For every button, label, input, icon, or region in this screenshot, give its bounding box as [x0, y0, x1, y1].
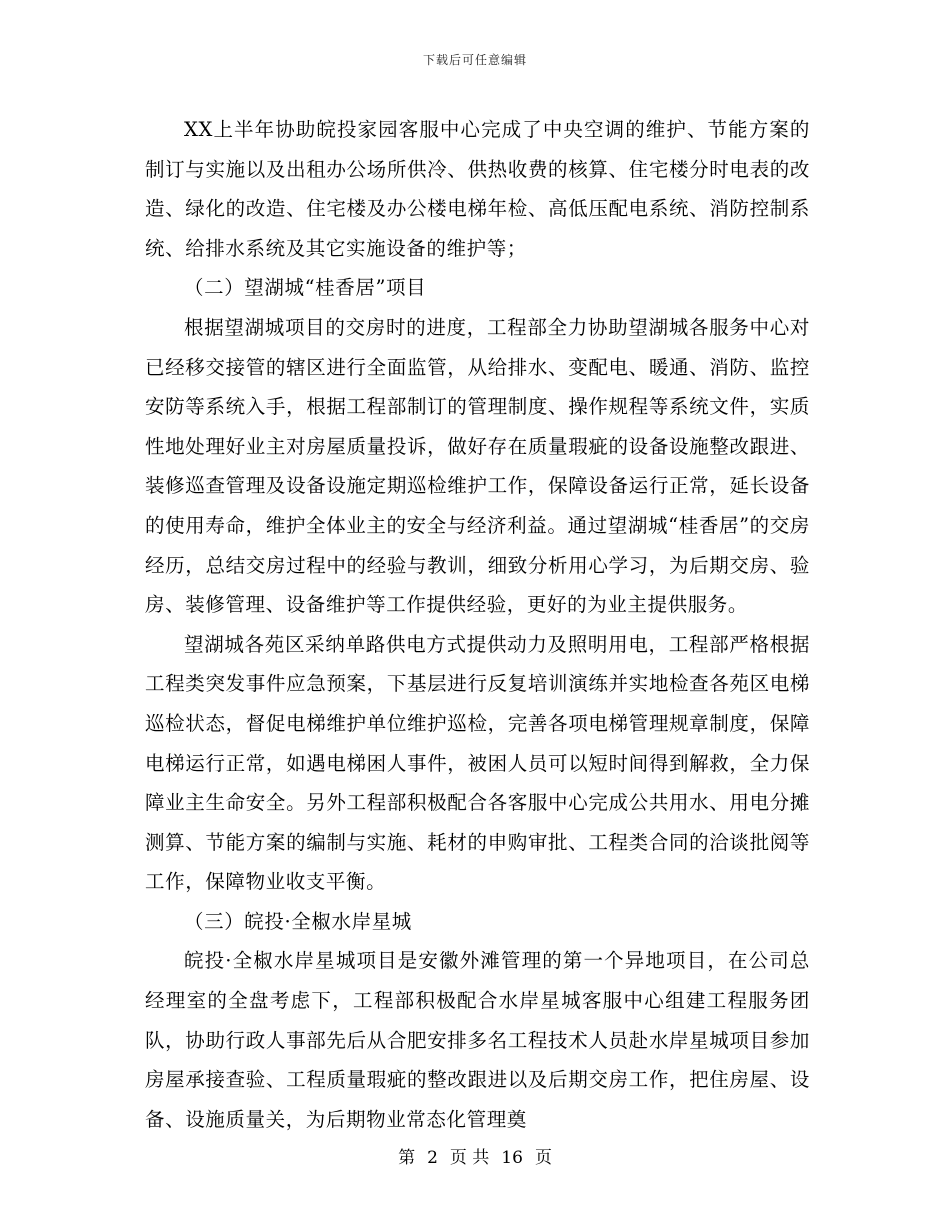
footer-middle: 页 共 [449, 1148, 490, 1168]
paragraph-2: 根据望湖城项目的交房时的进度，工程部全力协助望湖城各服务中心对已经移交接管的辖区进行全面监管，从给排水、变配电、暖通、消防、监控安防等系统入手，根据工程部制订的管理制度、操作规程等系统文件，实质性地处理好业主对房屋质量投诉，做好存在质量瑕疵的设备设施整改跟进、装修巡查管理及设备设施定期巡检维护工作，保障设备运行正常，延长设备的使用寿命，维护全体业主的安全与经济利益。通过望湖城“桂香居”的交房经历，总结交房过程中的经验与教训，细致分析用心学习，为后期交房、验房、装修管理、设备维护等工作提供经验，更好的为业主提供服务。 [145, 315, 810, 617]
footer-suffix: 页 [534, 1148, 552, 1168]
page-header: 下载后可任意编辑 [422, 53, 527, 67]
page-footer [0, 1147, 950, 1169]
paragraph-4: 皖投·全椒水岸星城项目是安徽外滩管理的第一个异地项目，在公司总经理室的全盘考虑下，工程部积极配合水岸星城客服中心组建工程服务团队，协助行政人事部先后从合肥安排多名工程技术人员赴水岸星城项目参加房屋承接查验、工程质量瑕疵的整改跟进以及后期交房工作，把住房屋、设备、设施质量关，为后期物业常态化管理奠 [145, 949, 810, 1131]
section-heading-3: （三）皖投·全椒水岸星城 [184, 909, 412, 933]
paragraph-3: 望湖城各苑区采纳单路供电方式提供动力及照明用电，工程部严格根据工程类突发事件应急预案，下基层进行反复培训演练并实地检查各苑区电梯巡检状态，督促电梯维护单位维护巡检，完善各项电梯管理规章制度，保障电梯运行正常，如遇电梯困人事件，被困人员可以短时间得到解救，全力保障业主生命安全。另外工程部积极配合各客服中心完成公共用水、用电分摊测算、节能方案的编制与实施、耗材的申购审批、工程类合同的洽谈批阅等工作，保障物业收支平衡。 [145, 632, 810, 894]
section-heading-2: （二）望湖城“桂香居”项目 [184, 276, 427, 300]
footer-prefix: 第 [398, 1148, 416, 1168]
paragraph-1: XX上半年协助皖投家园客服中心完成了中央空调的维护、节能方案的制订与实施以及出租办公场所供冷、供热收费的核算、住宅楼分时电表的改造、绿化的改造、住宅楼及办公楼电梯年检、高低压配电系统、消防控制系统、给排水系统及其它实施设备的维护等； [145, 118, 810, 260]
footer-page-number: 2 [427, 1148, 438, 1168]
body-content [145, 110, 810, 1139]
footer-total-pages: 16 [501, 1148, 523, 1168]
